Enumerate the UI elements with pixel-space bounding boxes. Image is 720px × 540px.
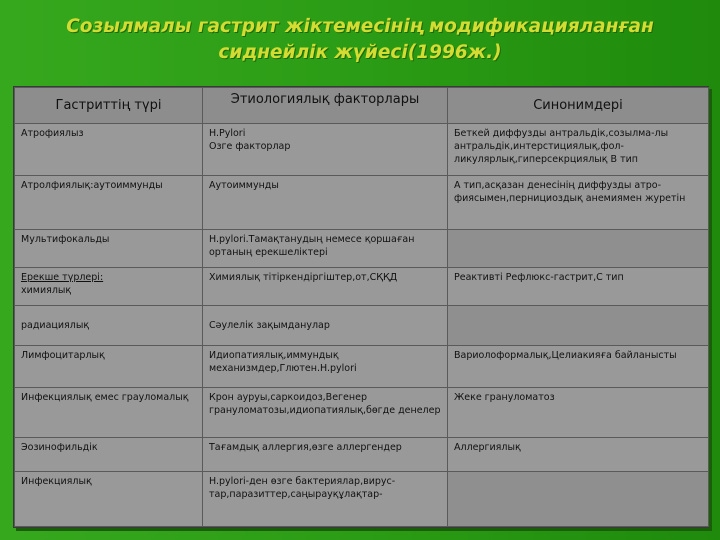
header-etiology: Этиологиялық факторлары (203, 88, 448, 124)
cell-etiology: Аутоиммунды (203, 176, 448, 230)
table-row (15, 438, 709, 472)
cell-type: Инфекциялық (15, 472, 203, 527)
header-type: Гастриттің түрі (15, 88, 203, 124)
table-row (15, 268, 709, 306)
cell-etiology: H.Pylori Озге факторлар (203, 124, 448, 176)
table-row (15, 472, 709, 527)
header-synonyms: Синонимдері (448, 88, 709, 124)
cell-etiology: Тағамдық аллергия,өзге аллергендер (203, 438, 448, 472)
table-header-row (15, 88, 709, 124)
table-row (15, 388, 709, 438)
special-types-sub: химиялық (21, 285, 72, 296)
classification-table-container (13, 86, 709, 528)
cell-type: Атрофиялыз (15, 124, 203, 176)
cell-synonyms: Аллергиялық (448, 438, 709, 472)
table-row (15, 230, 709, 268)
cell-etiology: H.pylori-ден өзге бактериялар,вирус-тар,паразиттер,саңырауқұлақтар- (203, 472, 448, 527)
classification-table (14, 87, 709, 527)
cell-etiology: Крон ауруы,саркоидоз,Вегенер грануломатозы,идиопатиялық,бөгде денелер (203, 388, 448, 438)
cell-etiology: Сәулелік зақымданулар (203, 306, 448, 346)
cell-type: Лимфоцитарлық (15, 346, 203, 388)
cell-synonyms (448, 230, 709, 268)
cell-type: радиациялық (15, 306, 203, 346)
cell-synonyms (448, 472, 709, 527)
slide-title-line1: Созылмалы гастрит жіктемесінің модификацияланған (66, 16, 654, 37)
cell-etiology: Химиялық тітіркендіргіштер,от,СҚҚД (203, 268, 448, 306)
cell-synonyms (448, 306, 709, 346)
table-row (15, 306, 709, 346)
slide-title (40, 14, 680, 66)
cell-type: Мультифокальды (15, 230, 203, 268)
cell-synonyms: Реактивті Рефлюкс-гастрит,С тип (448, 268, 709, 306)
cell-etiology: Идиопатиялық,иммундық механизмдер,Глютен.H.pylori (203, 346, 448, 388)
cell-type: Атролфиялық:аутоиммунды (15, 176, 203, 230)
special-types-label: Ерекше түрлері: (21, 272, 104, 283)
cell-type (15, 268, 203, 306)
cell-synonyms: Беткей диффузды антральдік,созылма-лы антральдік,интерстициялық,фол-ликулярлық,гиперсекрциялық В тип (448, 124, 709, 176)
cell-synonyms: Вариолоформалық,Целиакияға байланысты (448, 346, 709, 388)
cell-synonyms: А тип,асқазан денесінің диффузды атро-фиясымен,пернициоздық анемиямен журетін (448, 176, 709, 230)
cell-type: Инфекциялық емес грауломалық (15, 388, 203, 438)
slide-title-line2: сиднейлік жүйесі(1996ж.) (218, 42, 502, 63)
cell-synonyms: Жеке грануломатоз (448, 388, 709, 438)
table-row (15, 346, 709, 388)
table-row (15, 124, 709, 176)
cell-type: Эозинофильдік (15, 438, 203, 472)
table-row (15, 176, 709, 230)
cell-etiology: H.pylori.Тамақтанудың немесе қоршаған ортаның ерекшеліктері (203, 230, 448, 268)
